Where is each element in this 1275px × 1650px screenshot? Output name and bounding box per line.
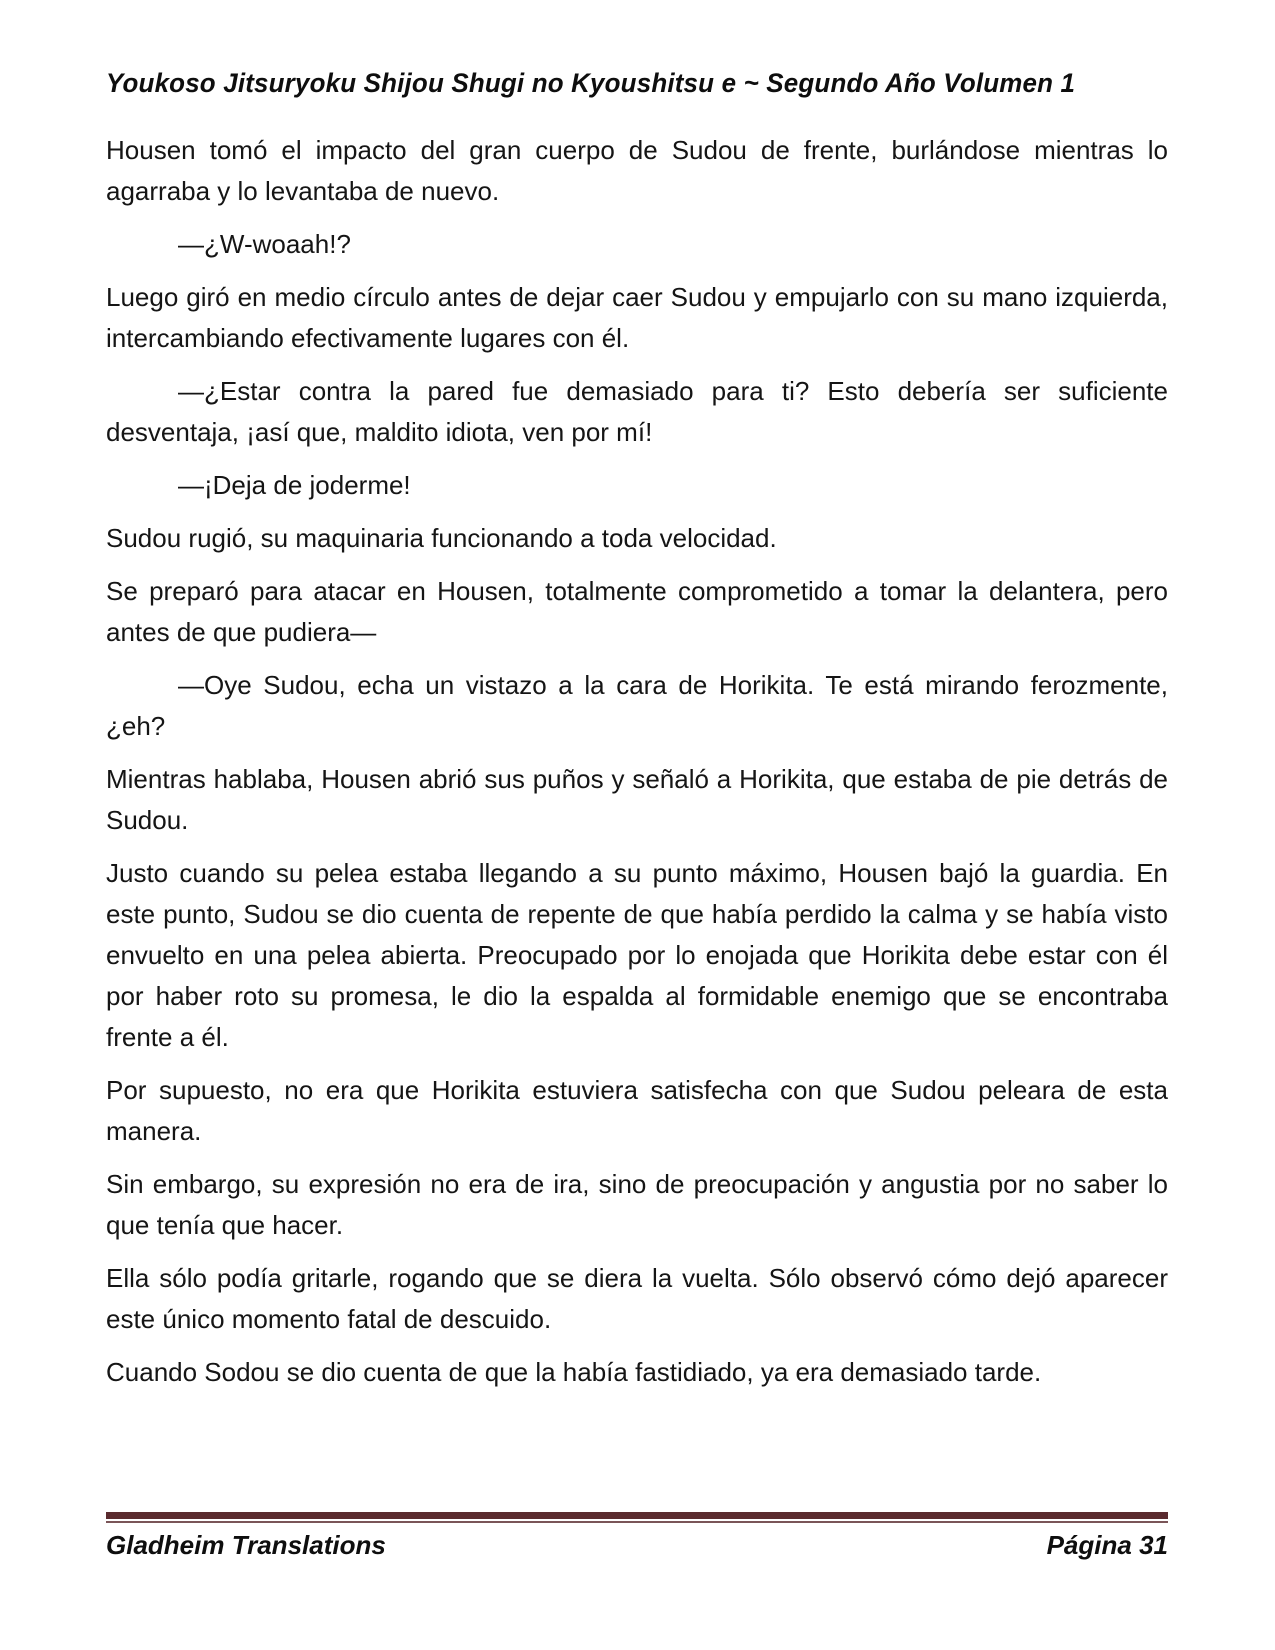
paragraph: Housen tomó el impacto del gran cuerpo de Sudou de frente, burlándose mientras lo agarraba y lo levantaba de nuevo. <box>106 135 1168 206</box>
paragraph: Cuando Sodou se dio cuenta de que la había fastidiado, ya era demasiado tarde. <box>106 1357 1042 1387</box>
paragraph: Por supuesto, no era que Horikita estuviera satisfecha con que Sudou peleara de esta manera. <box>106 1075 1168 1146</box>
paragraph: Se preparó para atacar en Housen, totalmente comprometido a tomar la delantera, pero antes de que pudiera— <box>106 576 1168 647</box>
paragraph: Sin embargo, su expresión no era de ira, sino de preocupación y angustia por no saber lo que tenía que hacer. <box>106 1169 1168 1240</box>
page-header <box>106 68 1126 99</box>
paragraph: Luego giró en medio círculo antes de dejar caer Sudou y empujarlo con su mano izquierda, intercambiando efectivamente lugares con él. <box>106 282 1168 353</box>
page-footer <box>106 1530 1168 1561</box>
footer-translator-credit: Gladheim Translations <box>106 1530 386 1560</box>
footer-divider <box>106 1512 1168 1519</box>
header-title: Youkoso Jitsuryoku Shijou Shugi no Kyoushitsu e ~ Segundo Año Volumen 1 <box>106 68 1076 98</box>
paragraph: —¿W-woaah!? <box>178 229 351 259</box>
paragraph: Justo cuando su pelea estaba llegando a su punto máximo, Housen bajó la guardia. En este punto, Sudou se dio cuenta de repente de que había perdido la calma y se había visto envuelto en una pelea abierta. Preocupado por lo enojada que Horikita debe estar con él por haber roto su promesa, le dio la espalda al formidable enemigo que se encontraba frente a él. <box>106 858 1168 1052</box>
paragraph: Sudou rugió, su maquinaria funcionando a toda velocidad. <box>106 523 777 553</box>
paragraph: —¡Deja de joderme! <box>178 470 411 500</box>
paragraph: Mientras hablaba, Housen abrió sus puños y señaló a Horikita, que estaba de pie detrás de Sudou. <box>106 764 1168 835</box>
document-body <box>106 130 1168 1405</box>
footer-page-number: Página 31 <box>1046 1530 1168 1560</box>
paragraph: —Oye Sudou, echa un vistazo a la cara de Horikita. Te está mirando ferozmente, ¿eh? <box>106 670 1168 741</box>
paragraph: —¿Estar contra la pared fue demasiado para ti? Esto debería ser suficiente desventaja, ¡así que, maldito idiota, ven por mí! <box>106 376 1168 447</box>
paragraph: Ella sólo podía gritarle, rogando que se diera la vuelta. Sólo observó cómo dejó aparecer este único momento fatal de descuido. <box>106 1263 1168 1334</box>
